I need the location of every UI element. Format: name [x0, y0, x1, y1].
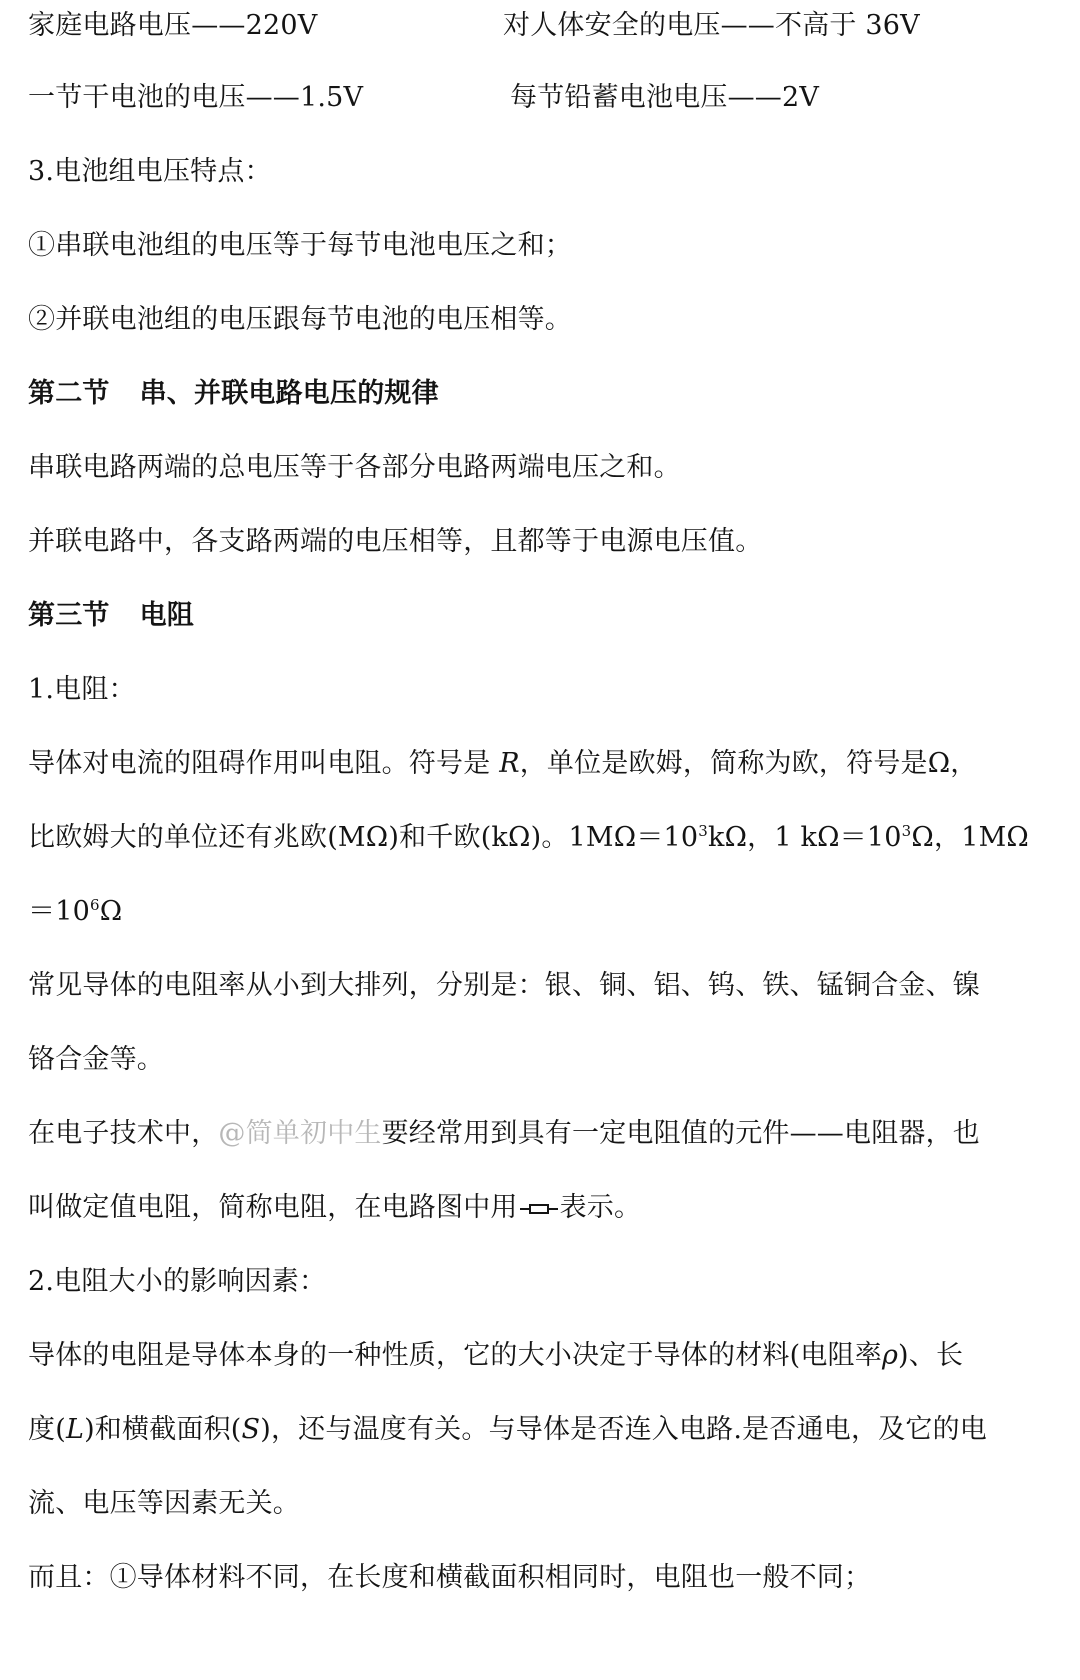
section3-heading-num: 第三节: [28, 600, 110, 631]
section2-heading-title: 串、并联电路电压的规律: [139, 378, 439, 409]
resistor-intro-a: 在电子技术中，: [28, 1118, 219, 1149]
section2-heading-num: 第二节: [28, 378, 110, 409]
section3-heading-title: 电阻: [139, 600, 195, 631]
def-text-b: ，单位是欧姆，简称为欧，符号是Ω，: [519, 748, 978, 779]
units-exponent-2: 3: [901, 822, 912, 840]
symbol-s: S: [241, 1414, 261, 1445]
resistor-intro-b: 要经常用到具有一定电阻值的元件——电阻器，也: [381, 1118, 981, 1149]
units-text-b: kΩ，1 kΩ＝10: [708, 822, 902, 853]
units2-text-b: Ω: [99, 896, 123, 927]
resistor-intro2-a: 叫做定值电阻，简称电阻，在电路图中用: [28, 1192, 518, 1223]
symbol-rho: ρ: [881, 1340, 899, 1371]
battery-parallel-rule: ②并联电池组的电压跟每节电池的电压相等。: [28, 304, 572, 335]
section3-heading: [28, 596, 194, 636]
resistor-intro: [28, 1114, 980, 1154]
factors-line-1: [28, 1336, 963, 1376]
resistivity-order-cont: 铬合金等。: [28, 1044, 164, 1075]
resistor-symbol-icon: [520, 1202, 558, 1216]
dry-cell-voltage-line: 一节干电池的电压——1.5V: [28, 82, 364, 113]
resistor-intro-cont: [28, 1188, 641, 1228]
factors-line-3: 流、电压等因素无关。: [28, 1488, 300, 1519]
units-exponent-1: 3: [698, 822, 709, 840]
resistivity-order: 常见导体的电阻率从小到大排列，分别是：银、铜、铝、钨、铁、锰铜合金、镍: [28, 970, 980, 1001]
units2-exponent: 6: [89, 896, 100, 914]
def-text-a: 导体对电流的阻碍作用叫电阻。符号是: [28, 748, 500, 779]
factors-title: 2.电阻大小的影响因素：: [28, 1266, 327, 1297]
units-text-a: 比欧姆大的单位还有兆欧(MΩ)和千欧(kΩ)。1MΩ＝10: [28, 822, 699, 853]
resistance-title: 1.电阻：: [28, 674, 136, 705]
resistance-units-cont: [28, 892, 122, 932]
factors-line-4: 而且：①导体材料不同，在长度和横截面积相同时，电阻也一般不同；: [28, 1562, 872, 1593]
factors1-text-b: )、长: [898, 1340, 964, 1371]
section2-heading: [28, 374, 439, 414]
lead-cell-voltage-line: 每节铅蓄电池电压——2V: [510, 82, 820, 113]
resistance-definition: [28, 744, 978, 784]
factors1-text-a: 导体的电阻是导体本身的一种性质，它的大小决定于导体的材料(电阻率: [28, 1340, 882, 1371]
watermark-text: @简单初中生: [218, 1118, 382, 1149]
units2-text-a: ＝10: [28, 896, 90, 927]
resistance-units: [28, 818, 1029, 858]
section2-parallel-rule: 并联电路中，各支路两端的电压相等，且都等于电源电压值。: [28, 526, 763, 557]
units-text-c: Ω，1MΩ: [911, 822, 1030, 853]
safe-voltage-line: 对人体安全的电压——不高于 36V: [503, 10, 920, 41]
section2-series-rule: 串联电路两端的总电压等于各部分电路两端电压之和。: [28, 452, 681, 483]
symbol-r: R: [499, 748, 520, 779]
battery-title: 3.电池组电压特点：: [28, 156, 272, 187]
battery-series-rule: ①串联电池组的电压等于每节电池电压之和；: [28, 230, 572, 261]
resistor-intro2-b: 表示。: [559, 1192, 642, 1223]
factors2-text-b: )和横截面积(: [84, 1414, 242, 1445]
factors2-text-c: )，还与温度有关。与导体是否连入电路.是否通电，及它的电: [260, 1414, 987, 1445]
factors2-text-a: 度(: [28, 1414, 66, 1445]
symbol-l: L: [65, 1414, 85, 1445]
factors-line-2: [28, 1410, 987, 1450]
home-voltage-line: 家庭电路电压——220V: [28, 10, 318, 41]
